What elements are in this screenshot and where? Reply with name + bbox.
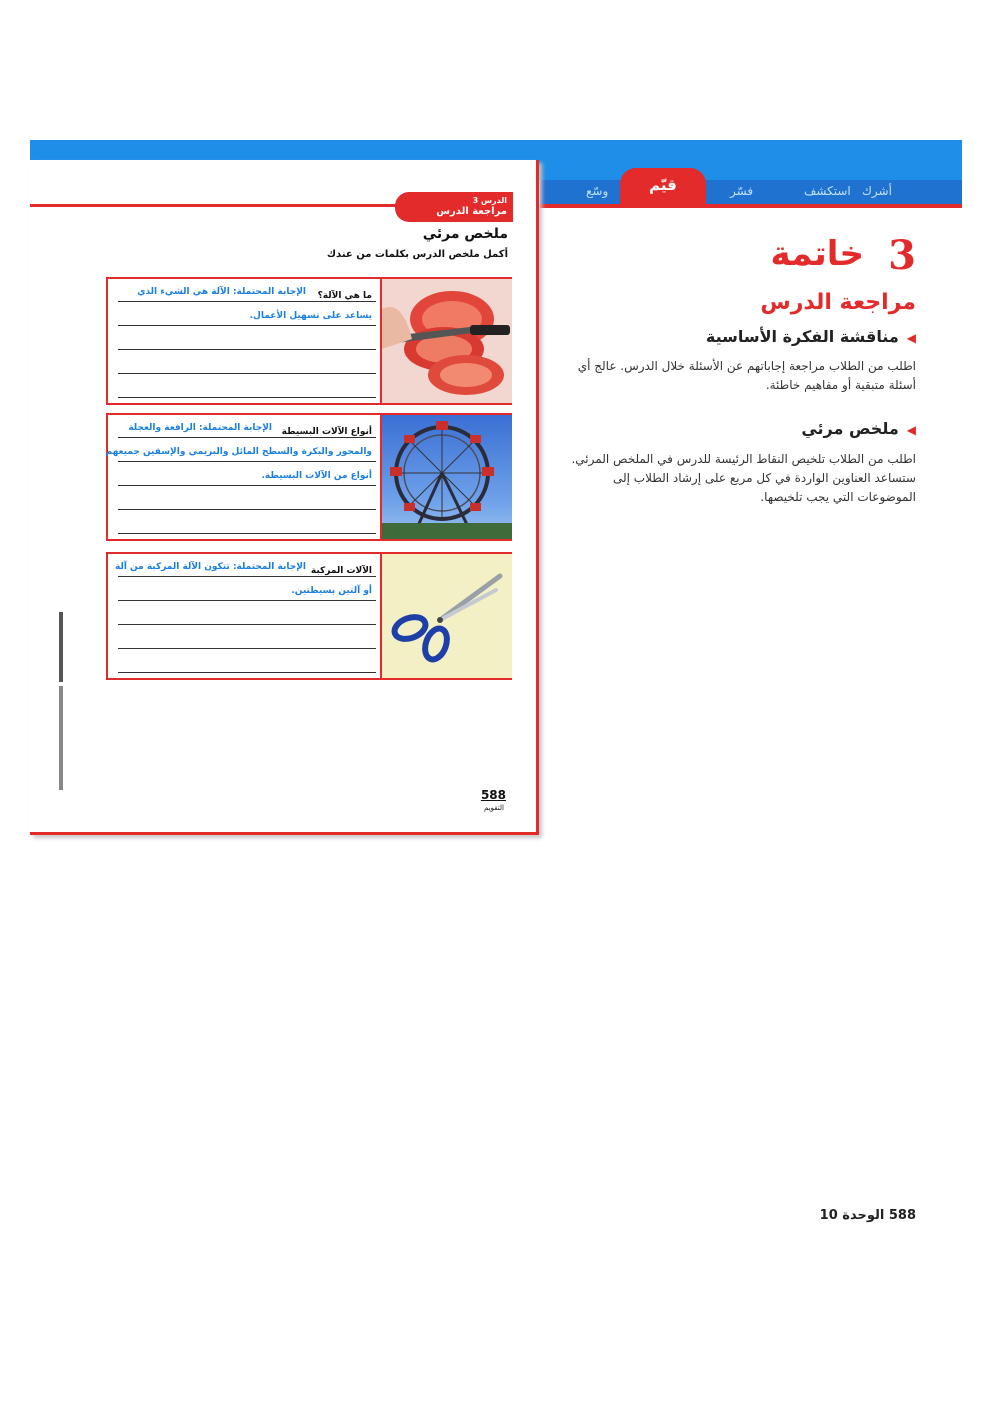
summary-card-machine bbox=[106, 277, 512, 405]
visual-summary-instruction: أكمل ملخص الدرس بكلمات من عندك bbox=[326, 249, 508, 260]
card-answer-line: والمحور والبكرة والسطح المائل والبريمي والإسفين جميعهم bbox=[105, 447, 372, 457]
card-answer-line: يساعد على تسهيل الأعمال. bbox=[249, 311, 372, 321]
writing-line bbox=[118, 437, 376, 438]
card-answer-line: الإجابة المحتملة: الرافعة والعجلة bbox=[128, 423, 272, 433]
page-footer: 588 الوحدة 10 bbox=[819, 1208, 916, 1223]
heading-visual-summary bbox=[801, 419, 916, 438]
triangle-bullet-icon: ◀ bbox=[906, 423, 916, 437]
card-question: أنواع الآلات البسيطة bbox=[281, 427, 372, 437]
tab-engage[interactable]: أشرك bbox=[862, 184, 892, 198]
writing-line bbox=[118, 648, 376, 649]
card-answer-line: الإجابة المحتملة: تتكون الآلة المركبة من آلة bbox=[114, 562, 306, 572]
paragraph-visual-summary: اطلب من الطلاب تلخيص النقاط الرئيسة للدرس في الملخص المرئي. ستساعد العناوين الواردة في كل مربع على إرشاد الطلاب إلى الموضوعات التي يجب تلخيصها. bbox=[571, 452, 916, 504]
card-question: الآلات المركبة bbox=[310, 566, 372, 576]
card-writing-area bbox=[105, 415, 376, 539]
tab-extend[interactable]: وسّع bbox=[586, 184, 609, 198]
heading-essential-text: مناقشة الفكرة الأساسية bbox=[705, 327, 899, 346]
copyright-strip bbox=[56, 612, 66, 790]
student-page-footer-label: التقويم bbox=[484, 804, 504, 812]
student-page-number: 588 bbox=[480, 788, 506, 802]
chapter-word: خاتمة bbox=[770, 234, 864, 274]
chapter-number: 3 bbox=[888, 232, 916, 279]
writing-line bbox=[118, 672, 376, 673]
writing-line bbox=[118, 600, 376, 601]
writing-line bbox=[118, 576, 376, 577]
section-title: مراجعة الدرس bbox=[760, 290, 916, 315]
visual-summary-title: ملخص مرئي bbox=[422, 226, 508, 242]
tab-explore[interactable]: استكشف bbox=[804, 184, 851, 198]
heading-visual-text: ملخص مرئي bbox=[801, 419, 899, 438]
writing-line bbox=[118, 349, 376, 350]
student-page-header-line bbox=[30, 204, 400, 207]
triangle-bullet-icon: ◀ bbox=[906, 331, 916, 345]
writing-line bbox=[118, 325, 376, 326]
heading-essential-idea bbox=[706, 327, 916, 346]
card-answer-line: أو آلتين بسيطتين. bbox=[291, 586, 372, 596]
writing-line bbox=[118, 373, 376, 374]
tomato-slicing-image bbox=[380, 279, 512, 403]
card-answer-line: أنواع من الآلات البسيطة. bbox=[261, 471, 372, 481]
lesson-tab-title: مراجعة الدرس bbox=[436, 206, 507, 217]
paragraph-essential-idea: اطلب من الطلاب مراجعة إجاباتهم عن الأسئلة خلال الدرس. عالج أي أسئلة متبقية أو مفاهيم خاطئة. bbox=[577, 359, 916, 392]
tab-evaluate[interactable]: قيّم bbox=[620, 168, 706, 206]
card-writing-area bbox=[114, 279, 376, 403]
writing-line bbox=[118, 624, 376, 625]
writing-line bbox=[118, 485, 376, 486]
scissors-image bbox=[380, 554, 512, 678]
nav-underline bbox=[540, 204, 962, 208]
card-writing-area bbox=[114, 554, 376, 678]
writing-line bbox=[118, 397, 376, 398]
card-answer-line: الإجابة المحتملة: الآلة هي الشيء الذي bbox=[137, 287, 306, 297]
writing-line bbox=[118, 533, 376, 534]
writing-line bbox=[118, 509, 376, 510]
lesson-tab bbox=[395, 192, 513, 222]
tab-explain[interactable]: فسّر bbox=[730, 184, 754, 198]
writing-line bbox=[118, 301, 376, 302]
lesson-tab-number: الدرس 3 bbox=[472, 196, 507, 205]
ferris-wheel-image bbox=[380, 415, 512, 539]
card-question: ما هي الآلة؟ bbox=[317, 291, 372, 301]
writing-line bbox=[118, 461, 376, 462]
summary-card-compound-machines bbox=[106, 552, 512, 680]
summary-card-simple-machines bbox=[106, 413, 512, 541]
